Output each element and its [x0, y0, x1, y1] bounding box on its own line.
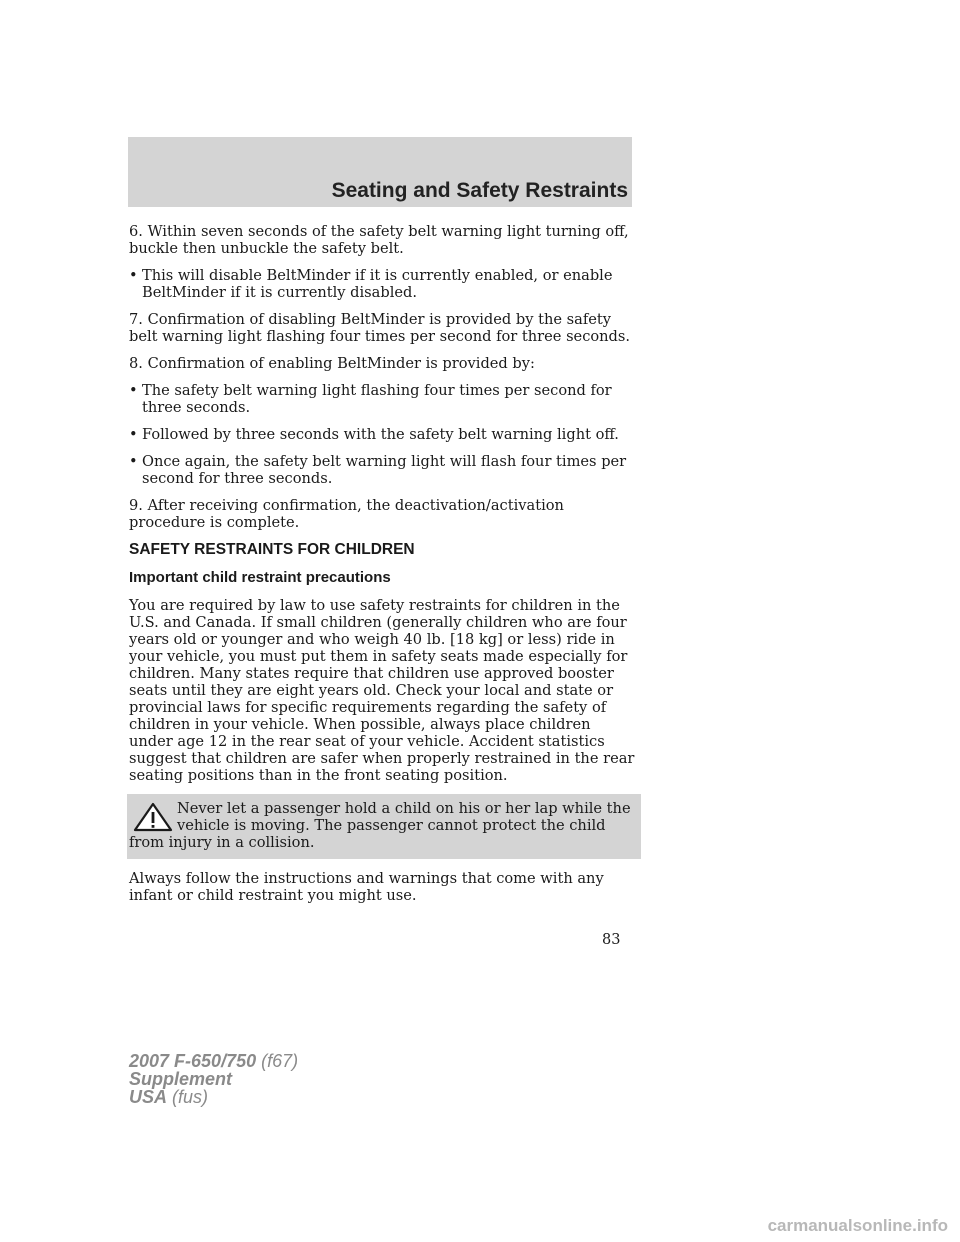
footer-supplement: Supplement — [129, 1069, 233, 1089]
bullet-item — [129, 382, 637, 416]
footer-model-line — [129, 1052, 298, 1070]
step-8: 8. Confirmation of enabling BeltMinder is provided by: — [129, 355, 535, 372]
section-header-band — [128, 137, 632, 207]
bullet-text: Followed by three seconds with the safety belt warning light off. — [142, 426, 619, 443]
page-number: 83 — [602, 932, 621, 948]
footer-model: 2007 F-650/750 — [129, 1051, 257, 1071]
warning-box — [127, 794, 641, 859]
section-title: Seating and Safety Restraints — [331, 179, 628, 202]
bullet-icon: • — [129, 267, 138, 284]
footer-model-code: (f67) — [256, 1051, 299, 1071]
watermark: carmanualsonline.info — [767, 1216, 948, 1235]
bullet-text: This will disable BeltMinder if it is currently enabled, or enable BeltMinder if it is currently disabled. — [142, 267, 613, 301]
document-footer — [129, 1052, 298, 1106]
body-paragraph: You are required by law to use safety restraints for children in the U.S. and Canada. If small children (generally children who are four years old or younger and who weigh 40 lb. [18 kg] or less) ride in your vehicle, you must put them in safety seats made especially for children. Many states require that children use approved booster seats until they are eight years old. Check your local and state or provincial laws for specific requirements regarding the safety of children in your vehicle. When possible, always place children under age 12 in the rear seat of your vehicle. Accident statistics suggest that children are safer when properly restrained in the rear seating positions than in the front seating position. — [129, 597, 635, 784]
step-6: 6. Within seven seconds of the safety belt warning light turning off, buckle then unbuckle the safety belt. — [129, 223, 629, 257]
warning-triangle-icon — [133, 802, 173, 832]
body-paragraph: Always follow the instructions and warnings that come with any infant or child restraint you might use. — [129, 870, 604, 904]
bullet-item — [129, 426, 637, 443]
bullet-item — [129, 267, 637, 301]
page-content — [129, 223, 637, 914]
step-7: 7. Confirmation of disabling BeltMinder is provided by the safety belt warning light flashing four times per second for three seconds. — [129, 311, 631, 345]
bullet-icon: • — [129, 382, 138, 399]
footer-market: USA — [129, 1087, 168, 1107]
bullet-item — [129, 453, 637, 487]
subsection-heading: Important child restraint precautions — [129, 569, 391, 586]
warning-text: Never let a passenger hold a child on his or her lap while the vehicle is moving. The passenger cannot protect the child from injury in a collision. — [129, 800, 631, 851]
bullet-text: The safety belt warning light flashing four times per second for three seconds. — [142, 382, 612, 416]
section-heading: SAFETY RESTRAINTS FOR CHILDREN — [129, 541, 415, 558]
bullet-icon: • — [129, 426, 138, 443]
footer-market-code: (fus) — [167, 1087, 209, 1107]
footer-market-line — [129, 1088, 298, 1106]
bullet-text: Once again, the safety belt warning light will flash four times per second for three seconds. — [142, 453, 627, 487]
bullet-icon: • — [129, 453, 138, 470]
step-9: 9. After receiving confirmation, the deactivation/activation procedure is complete. — [129, 497, 564, 531]
